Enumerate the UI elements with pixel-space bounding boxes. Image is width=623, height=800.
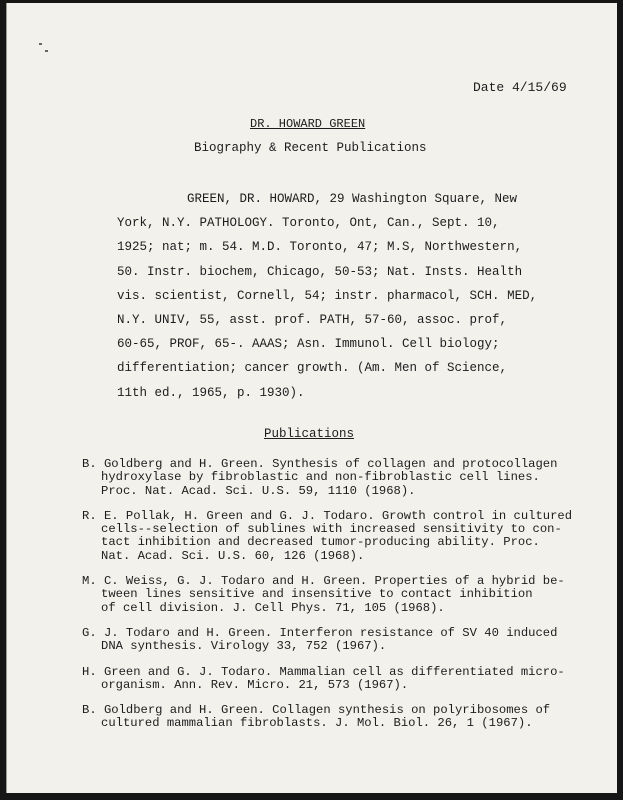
publications-heading: Publications bbox=[264, 427, 355, 441]
publication-line: M. C. Weiss, G. J. Todaro and H. Green. Properties of a hybrid be- bbox=[82, 574, 565, 589]
publication-line: B. Goldberg and H. Green. Synthesis of collagen and protocollagen bbox=[82, 457, 558, 471]
publication-line: organism. Ann. Rev. Micro. 21, 573 (1967). bbox=[101, 677, 409, 692]
publication-entry bbox=[82, 575, 582, 615]
publication-line: hydroxylase by fibroblastic and non-fibroblastic cell lines. bbox=[101, 470, 540, 485]
bio-line: N.Y. UNIV, 55, asst. prof. PATH, 57-60, assoc. prof, bbox=[117, 313, 508, 328]
page-title: DR. HOWARD GREEN bbox=[250, 117, 366, 131]
publication-entry bbox=[82, 627, 582, 654]
publication-line: H. Green and G. J. Todaro. Mammalian cell as differentiated micro- bbox=[82, 664, 565, 679]
publication-line: cultured mammalian fibroblasts. J. Mol. Biol. 26, 1 (1967). bbox=[101, 716, 533, 731]
bio-line: 11th ed., 1965, p. 1930). bbox=[117, 385, 305, 400]
publication-line: DNA synthesis. Virology 33, 752 (1967). bbox=[101, 639, 387, 654]
bio-line: differentiation; cancer growth. (Am. Men of Science, bbox=[117, 361, 508, 376]
publication-line: tact inhibition and decreased tumor-producing ability. Proc. bbox=[101, 535, 540, 550]
document-page bbox=[6, 3, 617, 793]
publication-line: of cell division. J. Cell Phys. 71, 105 (1968). bbox=[101, 600, 445, 615]
biography-paragraph bbox=[117, 187, 537, 405]
bio-line: 50. Instr. biochem, Chicago, 50-53; Nat. Insts. Health bbox=[117, 264, 523, 279]
publications-list bbox=[82, 458, 582, 743]
publication-line: B. Goldberg and H. Green. Collagen synthesis on polyribosomes of bbox=[82, 703, 551, 718]
publication-line: cells--selection of sublines with increased sensitivity to con- bbox=[101, 522, 562, 537]
bio-line: vis. scientist, Cornell, 54; instr. pharmacol, SCH. MED, bbox=[117, 288, 538, 303]
speck-mark bbox=[39, 43, 42, 45]
publication-line: Nat. Acad. Sci. U.S. 60, 126 (1968). bbox=[101, 548, 365, 563]
bio-line: 60-65, PROF, 65-. AAAS; Asn. Immunol. Cell biology; bbox=[117, 337, 500, 352]
publication-line: tween lines sensitive and insensitive to contact inhibition bbox=[101, 587, 533, 602]
publication-entry bbox=[82, 666, 582, 693]
publication-entry bbox=[82, 458, 582, 498]
bio-line: 1925; nat; m. 54. M.D. Toronto, 47; M.S, Northwestern, bbox=[117, 240, 523, 255]
page-subtitle: Biography & Recent Publications bbox=[194, 141, 427, 155]
publication-line: G. J. Todaro and H. Green. Interferon resistance of SV 40 induced bbox=[82, 625, 558, 640]
publication-line: Proc. Nat. Acad. Sci. U.S. 59, 1110 (1968). bbox=[101, 483, 416, 498]
publication-entry bbox=[82, 510, 582, 563]
speck-mark bbox=[45, 50, 48, 52]
bio-line: York, N.Y. PATHOLOGY. Toronto, Ont, Can., Sept. 10, bbox=[117, 216, 500, 231]
document-date: Date 4/15/69 bbox=[473, 80, 567, 95]
publication-entry bbox=[82, 704, 582, 731]
publication-line: R. E. Pollak, H. Green and G. J. Todaro. Growth control in cultured bbox=[82, 508, 573, 523]
bio-line: GREEN, DR. HOWARD, 29 Washington Square, New bbox=[187, 192, 518, 206]
